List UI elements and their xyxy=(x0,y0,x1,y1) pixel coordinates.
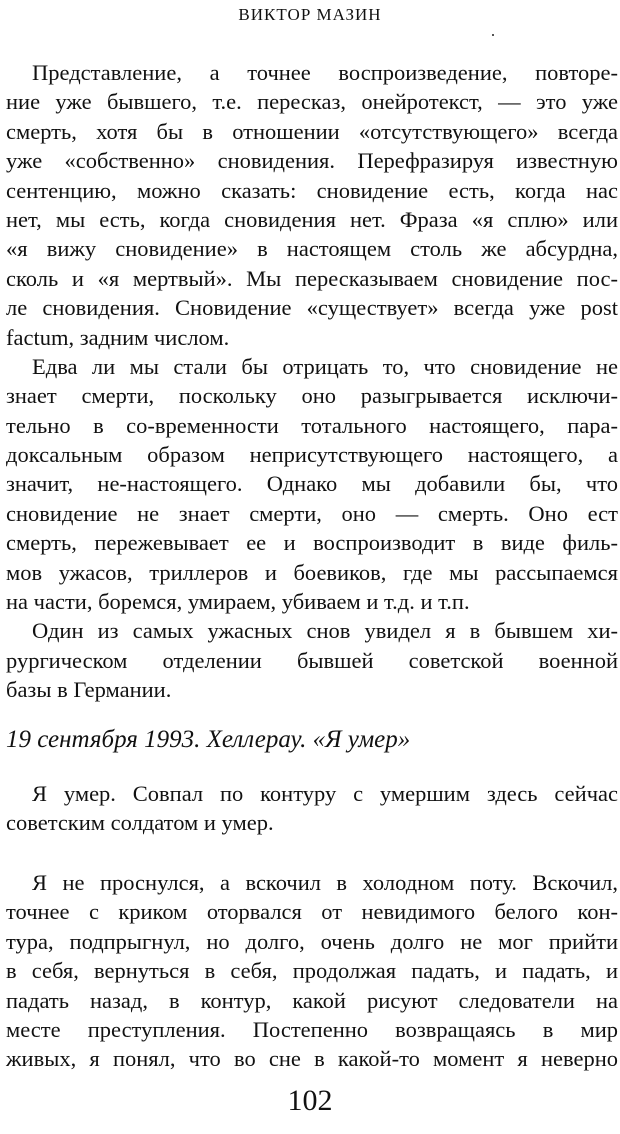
text-line: Я умер. Совпал по контуру с умершим здесь сейчас xyxy=(32,781,618,806)
text-line: советским солдатом и умер. xyxy=(6,810,274,836)
text-line: Один из самых ужасных снов увидел я в бывшем хи- xyxy=(32,618,618,644)
text-line: падать назад, в контур, какой рисуют следователи на xyxy=(6,987,618,1013)
text-line: сколь и «я мертвый». Мы пересказываем сновидение пос- xyxy=(6,265,618,291)
text-line: точнее с криком оторвался от невидимого белого кон- xyxy=(6,899,618,925)
text-line: знает смерти, поскольку оно разыгрывается исключи- xyxy=(6,383,618,409)
page-number: 102 xyxy=(287,1084,333,1117)
running-head: ВИКТОР МАЗИН xyxy=(238,5,382,24)
dream-entry-paragraph-2 xyxy=(6,868,618,1074)
text-line: мов ужасов, триллеров и боевиков, где мы рассыпаемся xyxy=(6,559,618,585)
text-line: базы в Германии. xyxy=(6,677,172,703)
text-line: тура, подпрыгнул, но долго, очень долго не мог прийти xyxy=(6,928,618,954)
text-line: смерть, пережевывает ее и воспроизводит в виде филь- xyxy=(6,530,618,556)
text-line: сентенцию, можно сказать: сновидение есть, когда нас xyxy=(6,177,618,203)
text-line: в себя, вернуться в себя, продолжая падать, и падать, и xyxy=(6,958,618,984)
text-line: ле сновидения. Сновидение «существует» всегда уже post xyxy=(6,295,618,321)
text-line: Представление, а точнее воспроизведение, повторе- xyxy=(32,60,618,85)
text-line: уже «собственно» сновидения. Перефразируя известную xyxy=(6,148,618,174)
text-line: значит, не-настоящего. Однако мы добавили бы, что xyxy=(6,471,618,497)
dream-entry-heading: 19 сентября 1993. Хеллерау. «Я умер» xyxy=(6,726,411,753)
text-line: сновидение не знает смерти, оно — смерть. Оно ест xyxy=(6,500,618,526)
text-line: рургическом отделении бывшей советской военной xyxy=(6,647,618,673)
text-line: месте преступления. Постепенно возвращаясь в мир xyxy=(6,1016,618,1042)
text-line: ние уже бывшего, т.е. пересказ, онейротекст, — это уже xyxy=(6,89,618,115)
text-line: Я не проснулся, а вскочил в холодном поту. Вскочил, xyxy=(32,870,618,895)
text-line: factum, задним числом. xyxy=(6,324,230,350)
dream-entry-paragraph-1 xyxy=(6,779,618,838)
text-line: тельно в со-временности тотального настоящего, пара- xyxy=(6,412,618,438)
text-line: «я вижу сновидение» в настоящем столь же абсурдна, xyxy=(6,236,618,262)
text-line: живых, я понял, что во сне в какой-то момент я неверно xyxy=(6,1046,618,1072)
text-line: Едва ли мы стали бы отрицать то, что сновидение не xyxy=(32,353,618,379)
scan-speck xyxy=(492,34,494,36)
text-line: доксальным образом неприсутствующего настоящего, а xyxy=(6,442,618,468)
text-line: смерть, хотя бы в отношении «отсутствующего» всегда xyxy=(6,118,618,144)
body-text-top xyxy=(6,58,618,705)
text-line: нет, мы есть, когда сновидения нет. Фраза «я сплю» или xyxy=(6,206,618,232)
text-line: на части, боремся, умираем, убиваем и т.д. и т.п. xyxy=(6,589,470,615)
